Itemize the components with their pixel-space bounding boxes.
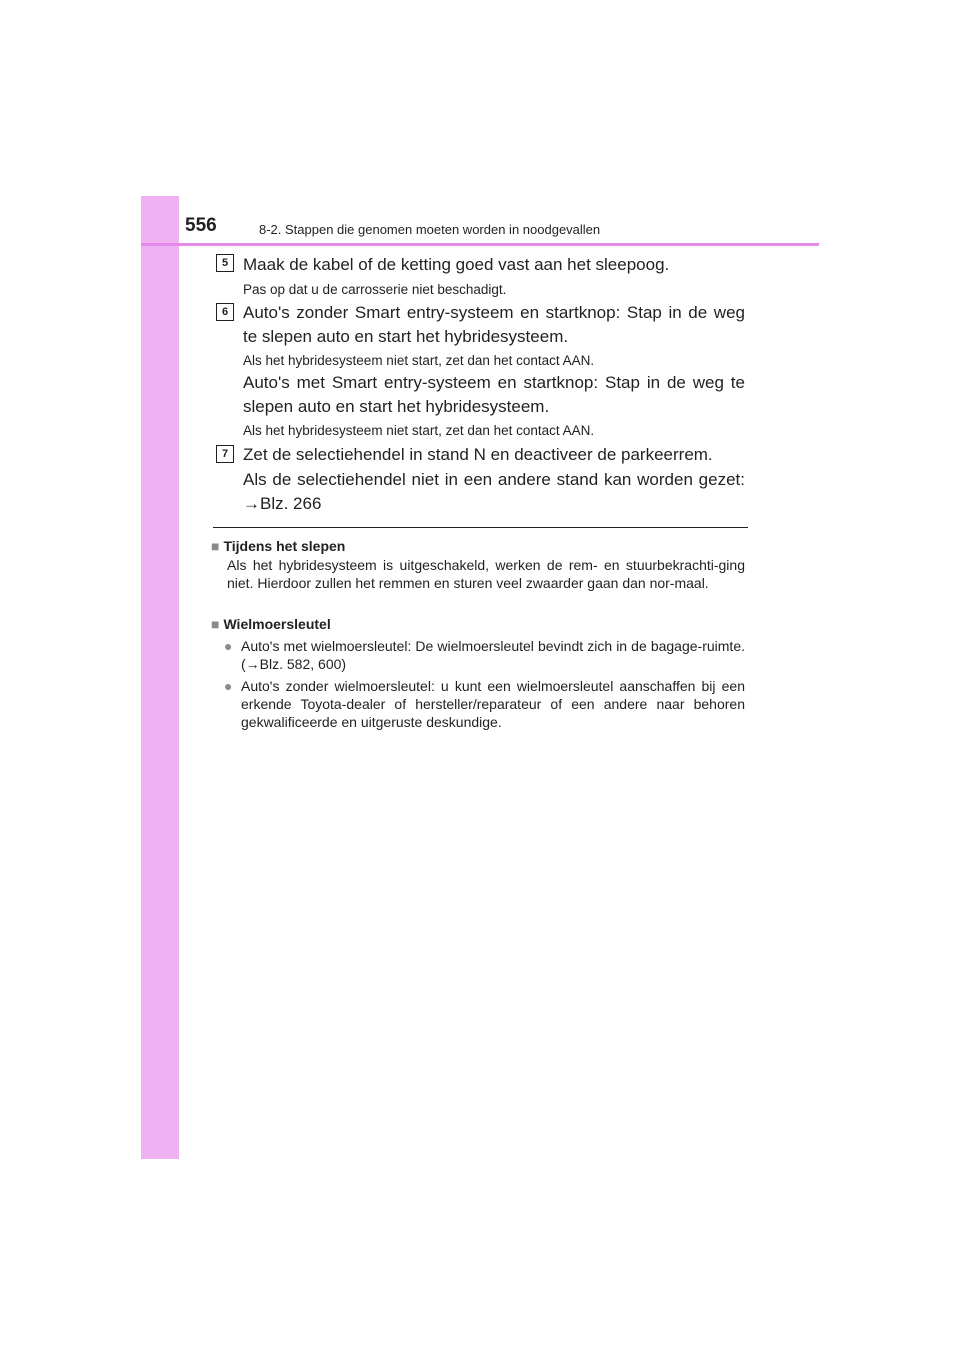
step-number-6: 6: [216, 303, 234, 321]
step-7-reference: Als de selectiehendel niet in een andere stand kan worden gezet: →Blz. 266: [243, 470, 745, 513]
section-divider: [213, 527, 748, 528]
note-bullet-item: Auto's met wielmoersleutel: De wielmoersleutel bevindt zich in de bagage-ruimte. (→Blz. 582, 600): [241, 638, 745, 672]
page-number: 556: [185, 215, 217, 236]
note-heading-towing: [211, 537, 345, 555]
note-bullet-item: Auto's zonder wielmoersleutel: u kunt een wielmoersleutel aanschaffen bij een erkende Toyota-dealer of hersteller/reparateur of een andere naar behoren gekwalificeerde en uitgeruste deskundige.: [241, 678, 745, 730]
step-number-5: 5: [216, 254, 234, 272]
round-bullet-icon: ●: [224, 638, 233, 654]
chapter-side-band: [141, 196, 179, 1159]
step-5-note: Pas op dat u de carrosserie niet beschadigt.: [243, 282, 507, 297]
round-bullet-icon: ●: [224, 678, 233, 694]
square-bullet-icon: ■: [211, 538, 220, 554]
section-title: 8-2. Stappen die genomen moeten worden in noodgevallen: [259, 222, 601, 237]
step-number-7: 7: [216, 445, 234, 463]
header-rule: [141, 243, 819, 246]
note-heading-wheel-nut-wrench: [211, 615, 331, 633]
note-title: Tijdens het slepen: [223, 538, 346, 554]
square-bullet-icon: ■: [211, 616, 220, 632]
note-title: Wielmoersleutel: [223, 616, 331, 632]
step-7-instruction: Zet de selectiehendel in stand N en deactiveer de parkeerrem.: [243, 445, 713, 464]
step-6-note: Als het hybridesysteem niet start, zet dan het contact AAN.: [243, 353, 595, 368]
step-5-instruction: Maak de kabel of de ketting goed vast aan het sleepoog.: [243, 255, 670, 274]
step-6-instruction-smart: Auto's met Smart entry-systeem en startknop: Stap in de weg te slepen auto en start het hybridesysteem.: [243, 373, 745, 416]
step-6-instruction: Auto's zonder Smart entry-systeem en startknop: Stap in de weg te slepen auto en start het hybridesysteem.: [243, 303, 745, 346]
step-6-note-smart: Als het hybridesysteem niet start, zet dan het contact AAN.: [243, 423, 595, 438]
note-body-towing: Als het hybridesysteem is uitgeschakeld, werken de rem- en stuurbekrachti-ging niet. Hierdoor zullen het remmen en sturen veel zwaarder gaan dan nor-maal.: [227, 557, 745, 591]
